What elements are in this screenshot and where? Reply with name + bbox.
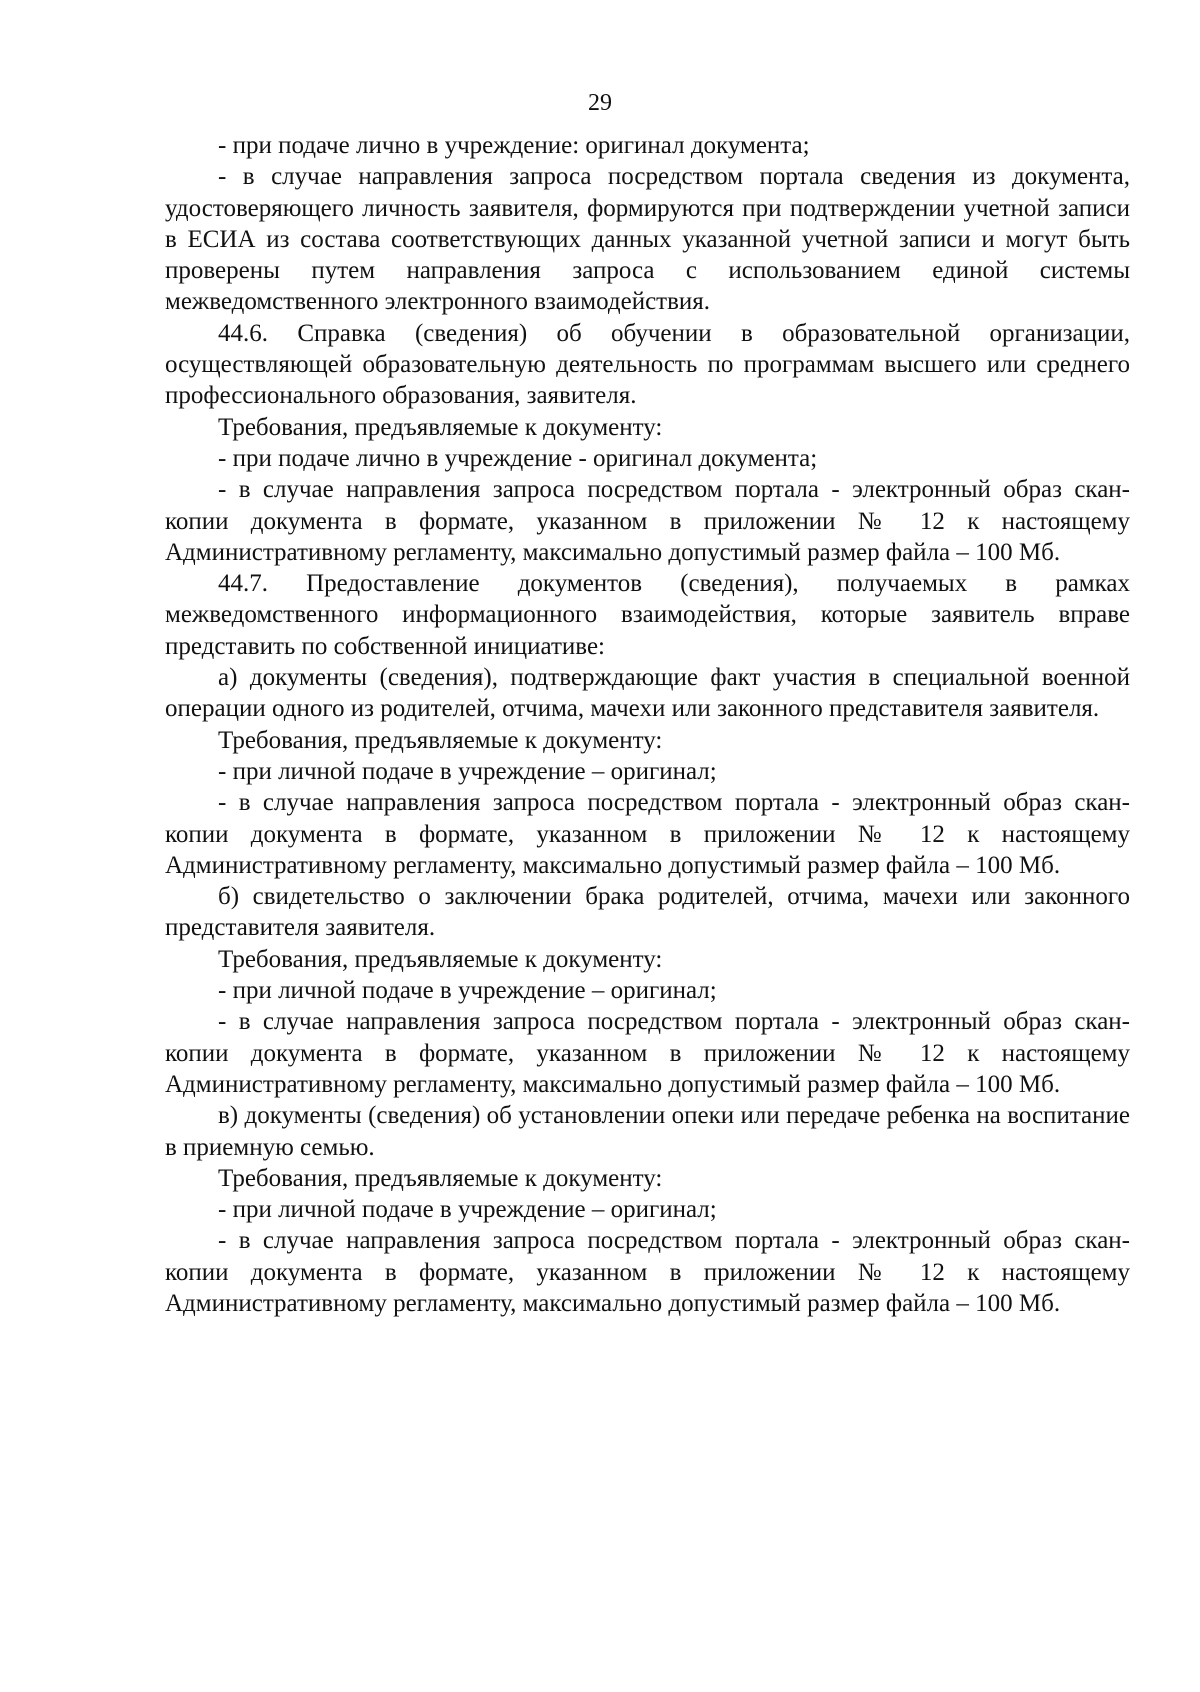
paragraph-4: Требования, предъявляемые к документу:: [218, 413, 663, 441]
paragraph-3: 44.6. Справка (сведения) об обучении в образовательной организации, осуществляющей образовательную деятельность по программам высшего или среднего профессионального образования, заявителя.: [165, 319, 1130, 410]
paragraph-13: Требования, предъявляемые к документу:: [218, 945, 663, 973]
paragraph-2: - в случае направления запроса посредством портала сведения из документа, удостоверяющего личность заявителя, формируются при подтверждении учетной записи в ЕСИА из состава соответствующих данных указанной учетной записи и могут быть проверены путем направления запроса с использованием единой системы межведомственного электронного взаимодействия.: [165, 163, 1130, 316]
paragraph-5: - при подаче лично в учреждение - оригинал документа;: [218, 444, 818, 472]
paragraph-19: - в случае направления запроса посредством портала - электронный образ скан-копии документа в формате, указанном в приложении № 12 к настоящему Административному регламенту, максимально допустимый размер файла – 100 Мб.: [165, 1227, 1130, 1317]
paragraph-16: в) документы (сведения) об установлении опеки или передаче ребенка на воспитание в приемную семью.: [165, 1102, 1130, 1161]
paragraph-6: - в случае направления запроса посредством портала - электронный образ скан-копии документа в формате, указанном в приложении № 12 к настоящему Административному регламенту, максимально допустимый размер файла – 100 Мб.: [165, 476, 1130, 566]
document-body: [165, 130, 1130, 1319]
paragraph-10: - при личной подаче в учреждение – оригинал;: [218, 757, 717, 785]
paragraph-1: - при подаче лично в учреждение: оригинал документа;: [218, 132, 810, 159]
page-number: 29: [588, 90, 612, 116]
paragraph-7: 44.7. Предоставление документов (сведения), получаемых в рамках межведомственного информационного взаимодействия, которые заявитель вправе представить по собственной инициативе:: [165, 570, 1130, 660]
paragraph-18: - при личной подаче в учреждение – оригинал;: [218, 1196, 717, 1224]
paragraph-17: Требования, предъявляемые к документу:: [218, 1164, 663, 1192]
paragraph-9: Требования, предъявляемые к документу:: [218, 726, 663, 754]
paragraph-12: б) свидетельство о заключении брака родителей, отчима, мачехи или законного представителя заявителя.: [165, 883, 1130, 942]
paragraph-15: - в случае направления запроса посредством портала - электронный образ скан-копии документа в формате, указанном в приложении № 12 к настоящему Административному регламенту, максимально допустимый размер файла – 100 Мб.: [165, 1008, 1130, 1098]
paragraph-8: а) документы (сведения), подтверждающие факт участия в специальной военной операции одного из родителей, отчима, мачехи или законного представителя заявителя.: [165, 664, 1130, 723]
paragraph-14: - при личной подаче в учреждение – оригинал;: [218, 977, 717, 1005]
paragraph-11: - в случае направления запроса посредством портала - электронный образ скан-копии документа в формате, указанном в приложении № 12 к настоящему Административному регламенту, максимально допустимый размер файла – 100 Мб.: [165, 789, 1130, 879]
